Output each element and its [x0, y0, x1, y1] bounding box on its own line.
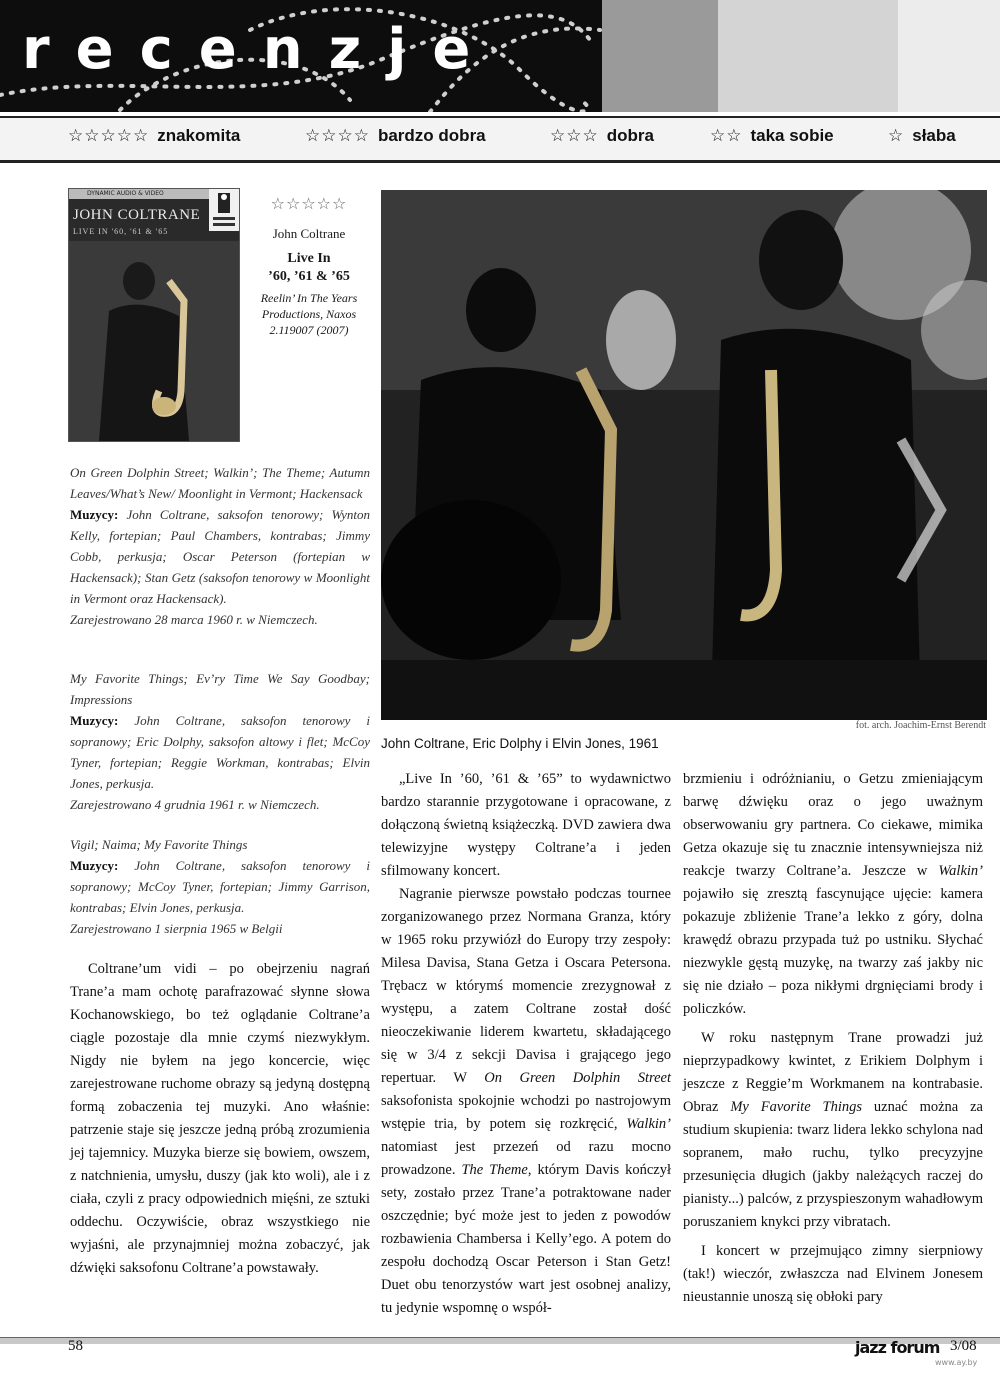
star-icon: ☆☆☆	[550, 126, 599, 146]
album-artist: John Coltrane	[272, 226, 346, 241]
page-header	[0, 0, 1000, 112]
tracklist-1965	[70, 834, 370, 939]
track-titles: Vigil; Naima; My Favorite Things	[70, 837, 248, 852]
article-column-3	[683, 768, 983, 1309]
album-label: Reelin’ In The Years Productions, Naxos 2.119007 (2007)	[260, 291, 358, 337]
cover-saxophonist-image	[69, 241, 239, 441]
rating-label: taka sobie	[750, 126, 834, 145]
star-icon: ☆☆	[710, 126, 743, 146]
photo-credit: fot. arch. Joachim-Ernst Berendt	[855, 720, 986, 731]
magazine-logo: jazz forum	[855, 1338, 940, 1357]
tracklist-1961	[70, 668, 370, 815]
star-icon: ☆☆☆☆	[305, 126, 370, 146]
rating-label: dobra	[606, 126, 654, 145]
album-title-line: ’60, ’61 & ’65	[268, 269, 350, 284]
footer-rule	[0, 1337, 1000, 1344]
page-number: 58	[68, 1338, 83, 1354]
album-title-line: Live In	[287, 251, 331, 266]
watermark: www.ay.by	[935, 1358, 978, 1367]
musicians-label: Muzycy:	[70, 858, 119, 873]
rating-1	[888, 126, 956, 146]
rating-3	[550, 126, 654, 146]
concert-photo	[381, 190, 987, 720]
track-titles: On Green Dolphin Street; Walkin’; The Theme; Autumn Leaves/What’s New/ Moonlight in Vermont; Hackensack	[70, 465, 370, 501]
rating-label: bardzo dobra	[377, 126, 486, 145]
track-titles: My Favorite Things; Ev’ry Time We Say Goodbay; Impressions	[70, 671, 370, 707]
rating-label: słaba	[912, 126, 956, 145]
album-cover	[68, 188, 240, 442]
musicians-list: John Coltrane, saksofon tenorowy i sopranowy; Eric Dolphy, saksofon altowy i flet; McCoy Tyner, fortepian; Reggie Workman, kontrabas; Elvin Jones, perkusja.	[70, 713, 371, 791]
article-column-1	[70, 958, 370, 1280]
album-rating-stars: ☆☆☆☆☆	[270, 194, 348, 213]
article-column-2	[381, 768, 671, 1320]
article-paragraph: Coltrane’um vidi – po obejrzeniu nagrań Trane’a mam ochotę parafrazować słynne słowa Kochanowskiego, bo też oglądanie Coltrane’a ciągle pozostaje dla mnie czymś niezwykłym. Nigdy nie byłem na jego koncercie, więc zarejestrowane ruchome obrazy są jedyną dostępną formą zobaczenia tej muzyki. Ano właśnie: patrzenie staje się jeszcze jedną próbą zrozumienia jej tajemnicy. Muzyka bierze się bowiem, owszem, z natchnienia, umysłu, duszy (jak kto woli), ale i z ciała, czyli z pracy odpowiednich mięśni, ze sztuki oddechu. Oczywiście, obraz wszystkiego nie wyjaśni, ale przynajmniej można zobaczyć, jak dźwięki saksofonu Coltrane’a powstawały.	[70, 961, 370, 1276]
musicians-list: John Coltrane, saksofon tenorowy i sopranowy; McCoy Tyner, fortepian; Jimmy Garrison, kontrabas; Elvin Jones, perkusja.	[70, 858, 371, 915]
tracklist-1960	[70, 462, 370, 630]
article-paragraph: „Live In ’60, ’61 & ’65” to wydawnictwo bardzo starannie przygotowane i opracowane, z dołączoną świetną książeczką. DVD zawiera dwa telewizyjne występy Coltrane’a i jeden sfilmowany koncert.	[381, 771, 671, 879]
recording-info: Zarejestrowano 1 sierpnia 1965 w Belgii	[70, 921, 283, 936]
issue-number: 3/08	[950, 1338, 977, 1354]
recording-info: Zarejestrowano 4 grudnia 1961 r. w Niemczech.	[70, 797, 320, 812]
rating-5	[68, 126, 240, 146]
article-paragraph: brzmieniu i odróżnianiu, o Getzu zmieniającym barwę dźwięku oraz o jego uważnym obserwowaniu gry partnera. Co ciekawe, mimika Getza okazuje się tu znacznie intensywniejsza niż reakcje twarzy Coltrane’a. Jeszcze w Walkin’ pojawiło się zresztą fascynujące ujęcie: kamera pokazuje zbliżenie Trane’a lekko z góry, dolna krawędź obrazu przypada tuż po ustniku. Słychać niezwykle gęstą muzykę, na twarzy zaś jakby nic się nie działo – poza nikłymi drgnięciami brody i policzków.	[683, 771, 983, 1017]
jazz-icons-logo	[209, 189, 239, 231]
cover-publisher: DYNAMIC AUDIO & VIDEO	[69, 189, 239, 199]
musicians-label: Muzycy:	[70, 507, 119, 522]
rating-4	[305, 126, 486, 146]
article-paragraph: I koncert w przejmująco zimny sierpniowy (tak!) wieczór, zwłaszcza nad Elvinem Jonesem nieustannie unoszą się obłoki pary	[683, 1243, 983, 1305]
star-icon: ☆	[888, 126, 905, 146]
album-title	[250, 250, 368, 286]
photo-caption: John Coltrane, Eric Dolphy i Elvin Jones, 1961	[381, 736, 659, 751]
star-icon: ☆☆☆☆☆	[68, 126, 150, 146]
musicians-label: Muzycy:	[70, 713, 119, 728]
rating-label: znakomita	[157, 126, 241, 145]
rating-2	[710, 126, 834, 146]
article-paragraph: W roku następnym Trane prowadzi już nieprzypadkowy kwintet, z Erikiem Dolphym i jeszcze z Reggie’m Workmanem na kontrabasie. Obraz My Favorite Things uznać można za studium skupienia: twarz lidera lekko schylona nad sopranem, mało ruchu, tylko precyzyjne przesunięcia długich (jakby należących raczej do pianisty...) palców, z przyspieszonym wahadłowym poruszaniem knykci przy vibratach.	[683, 1030, 983, 1230]
rating-legend	[0, 116, 1000, 163]
article-paragraph: Nagranie pierwsze powstało podczas tournee zorganizowanego przez Normana Granza, który w 1965 roku przywiózł do Europy trzy zespoły: Milesa Davisa, Stana Getza i Oscara Petersona. Trębacz w którymś momencie zrezygnował z występu, a zatem Coltrane został dość nieoczekiwanie liderem kwartetu, składającego się w 3/4 z sekcji Davisa i grającego jego repertuar. W On Green Dolphin Street saksofonista spokojnie wchodzi po nastrojowym wstępie tria, by potem się rozkręcić, Walkin’ natomiast jest przezeń od razu mocno prowadzone. The Theme, którym Davis kończył sety, zostało przez Trane’a potraktowane nader oszczędnie; być może jest to jeden z powodów rozbawienia Chambersa i Kelly’ego. A potem do zespołu dochodzą Oscar Peterson i Stan Getz! Duet obu tenorzystów wart jest osobnej analizy, tu jedynie wspomnę o współ-	[381, 886, 671, 1316]
recording-info: Zarejestrowano 28 marca 1960 r. w Niemczech.	[70, 612, 318, 627]
musicians-list: John Coltrane, saksofon tenorowy; Wynton Kelly, fortepian; Paul Chambers, kontrabas; Jimmy Cobb, perkusja; Oscar Peterson (fortepian w Hackensack); Stan Getz (saksofon tenorowy w Moonlight in Vermont oraz Hackensack).	[70, 507, 370, 606]
cover-title: JOHN COLTRANE	[73, 207, 201, 223]
section-title: recenzje	[22, 17, 497, 82]
cover-subtitle: LIVE IN '60, '61 & '65	[73, 227, 169, 236]
